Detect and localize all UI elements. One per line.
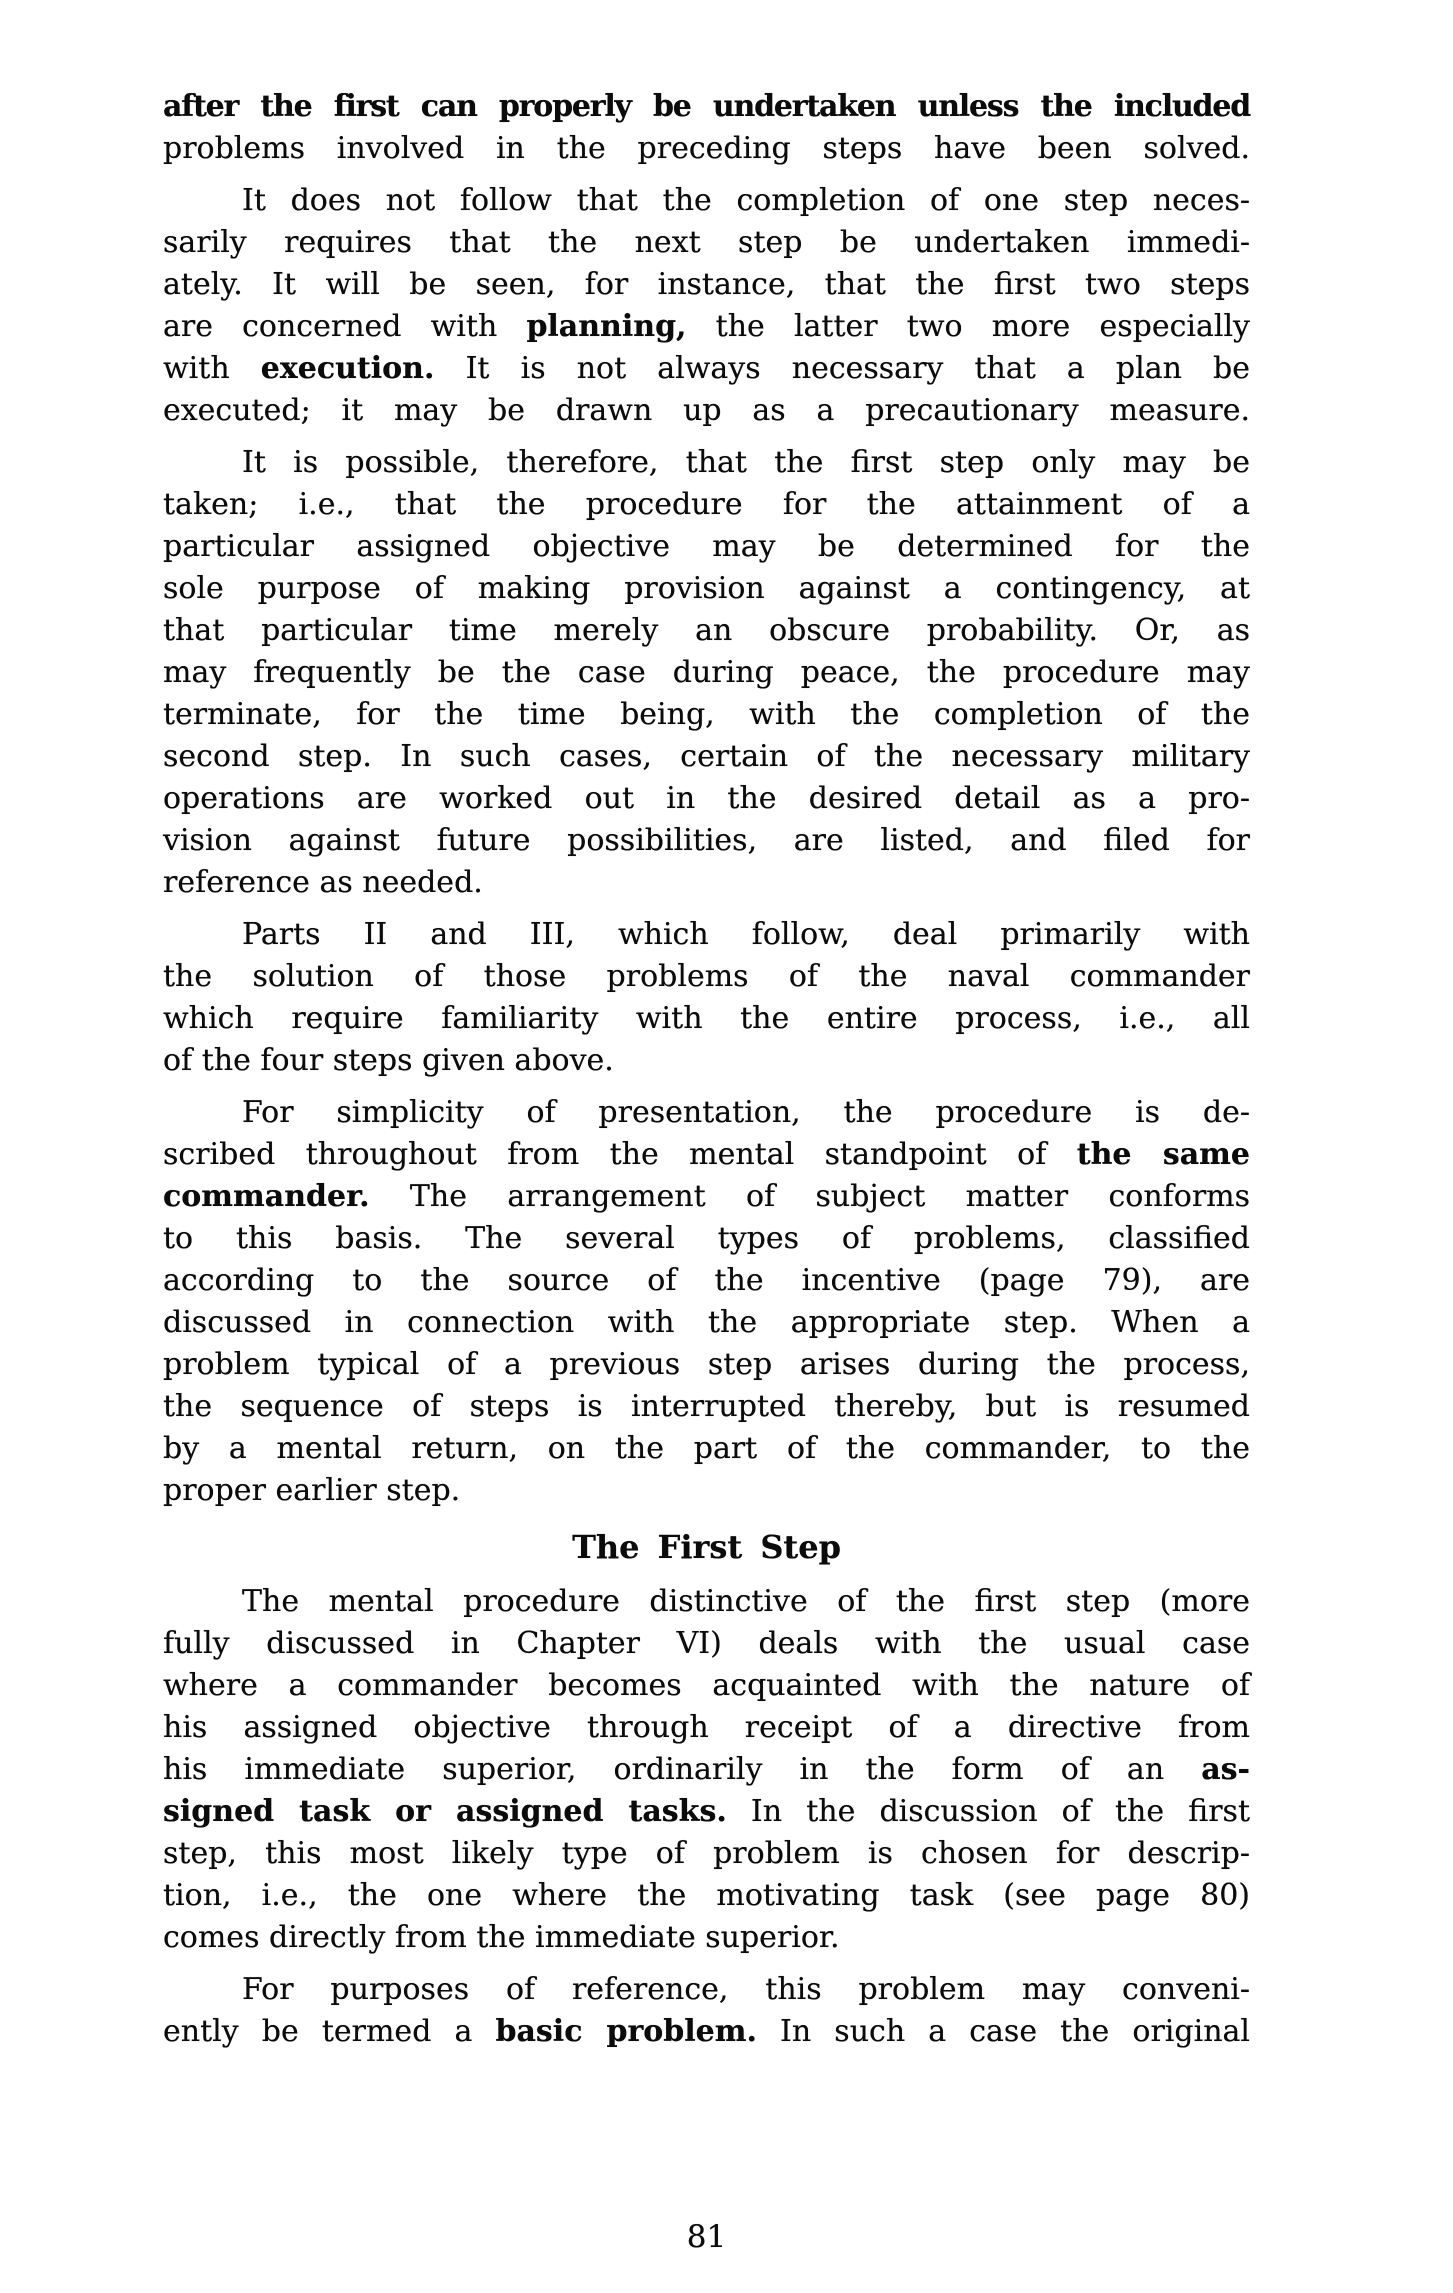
- text-line: commander. The arrangement of subject matter conforms: [163, 1179, 1250, 1214]
- bold-text: execution.: [260, 351, 435, 386]
- section-heading: The First Step: [572, 1528, 841, 1566]
- text-line: scribed throughout from the mental standpoint of the same: [163, 1137, 1250, 1172]
- text-line: by a mental return, on the part of the commander, to the: [163, 1431, 1250, 1466]
- bold-text: after the first can properly be undertaken unless the included: [163, 89, 1250, 124]
- text-line: sarily requires that the next step be undertaken immedi-: [163, 225, 1250, 260]
- text-line: particular assigned objective may be determined for the: [163, 529, 1250, 564]
- text-line: terminate, for the time being, with the completion of the: [163, 697, 1250, 732]
- text-line: the sequence of steps is interrupted thereby, but is resumed: [163, 1389, 1250, 1424]
- text-line: proper earlier step.: [163, 1473, 461, 1508]
- text-line: comes directly from the immediate superior.: [163, 1920, 840, 1955]
- text-line: according to the source of the incentive (page 79), are: [163, 1263, 1250, 1298]
- text-line: may frequently be the case during peace, the procedure may: [163, 655, 1250, 690]
- bold-text: signed task or assigned tasks.: [163, 1794, 727, 1829]
- text-line: that particular time merely an obscure probability. Or, as: [163, 613, 1250, 648]
- page-number: 81: [686, 2219, 727, 2255]
- text-line: reference as needed.: [163, 865, 483, 900]
- text-line: executed; it may be drawn up as a precautionary measure.: [163, 393, 1250, 428]
- text-line: discussed in connection with the appropriate step. When a: [163, 1305, 1250, 1340]
- paragraph: [163, 1092, 1250, 1512]
- text-line: Parts II and III, which follow, deal primarily with: [242, 917, 1250, 952]
- text-line: problem typical of a previous step arises during the process,: [163, 1347, 1250, 1382]
- text-line: are concerned with planning, the latter two more especially: [163, 309, 1250, 344]
- bold-text: the same: [1076, 1137, 1250, 1172]
- text-line: The mental procedure distinctive of the first step (more: [242, 1584, 1250, 1619]
- text-line: fully discussed in Chapter VI) deals with the usual case: [163, 1626, 1250, 1661]
- paragraph: [163, 914, 1250, 1082]
- text-line: second step. In such cases, certain of the necessary military: [163, 739, 1250, 774]
- paragraph: [163, 1969, 1250, 2053]
- bold-text: planning,: [526, 309, 687, 344]
- paragraph: [163, 180, 1250, 432]
- text-line: For simplicity of presentation, the procedure is de-: [242, 1095, 1250, 1130]
- paragraph: [163, 1581, 1250, 1959]
- text-line: ately. It will be seen, for instance, that the first two steps: [163, 267, 1250, 302]
- text-line: It is possible, therefore, that the first step only may be: [242, 445, 1250, 480]
- text-line: signed task or assigned tasks. In the discussion of the first: [163, 1794, 1251, 1829]
- bold-text: as-: [1201, 1752, 1250, 1787]
- text-line: sole purpose of making provision against a contingency, at: [163, 571, 1250, 606]
- text-line: vision against future possibilities, are listed, and filed for: [163, 823, 1250, 858]
- text-line: to this basis. The several types of problems, classified: [163, 1221, 1250, 1256]
- text-line: where a commander becomes acquainted with the nature of: [163, 1668, 1250, 1703]
- text-line: the solution of those problems of the naval commander: [163, 959, 1250, 994]
- text-line: problems involved in the preceding steps have been solved.: [163, 131, 1250, 166]
- text-line: step, this most likely type of problem is chosen for descrip-: [163, 1836, 1250, 1871]
- text-line: It does not follow that the completion of one step neces-: [242, 183, 1250, 218]
- paragraph: [163, 442, 1250, 904]
- text-line: ently be termed a basic problem. In such a case the original: [163, 2014, 1251, 2049]
- text-line: his assigned objective through receipt of a directive from: [163, 1710, 1250, 1745]
- text-line: tion, i.e., the one where the motivating task (see page 80): [163, 1878, 1250, 1913]
- text-line: of the four steps given above.: [163, 1043, 614, 1078]
- text-line: For purposes of reference, this problem may conveni-: [242, 1972, 1250, 2007]
- text-line: taken; i.e., that the procedure for the attainment of a: [163, 487, 1250, 522]
- bold-text: basic problem.: [495, 2014, 757, 2049]
- text-line: operations are worked out in the desired detail as a pro-: [163, 781, 1250, 816]
- paragraph: [163, 86, 1250, 170]
- text-line: [163, 86, 1250, 128]
- page-text: [163, 86, 1250, 2053]
- text-line: with execution. It is not always necessary that a plan be: [163, 351, 1250, 386]
- text-line: which require familiarity with the entire process, i.e., all: [163, 1001, 1250, 1036]
- text-line: his immediate superior, ordinarily in the form of an as-: [163, 1752, 1250, 1787]
- bold-text: commander.: [163, 1179, 370, 1214]
